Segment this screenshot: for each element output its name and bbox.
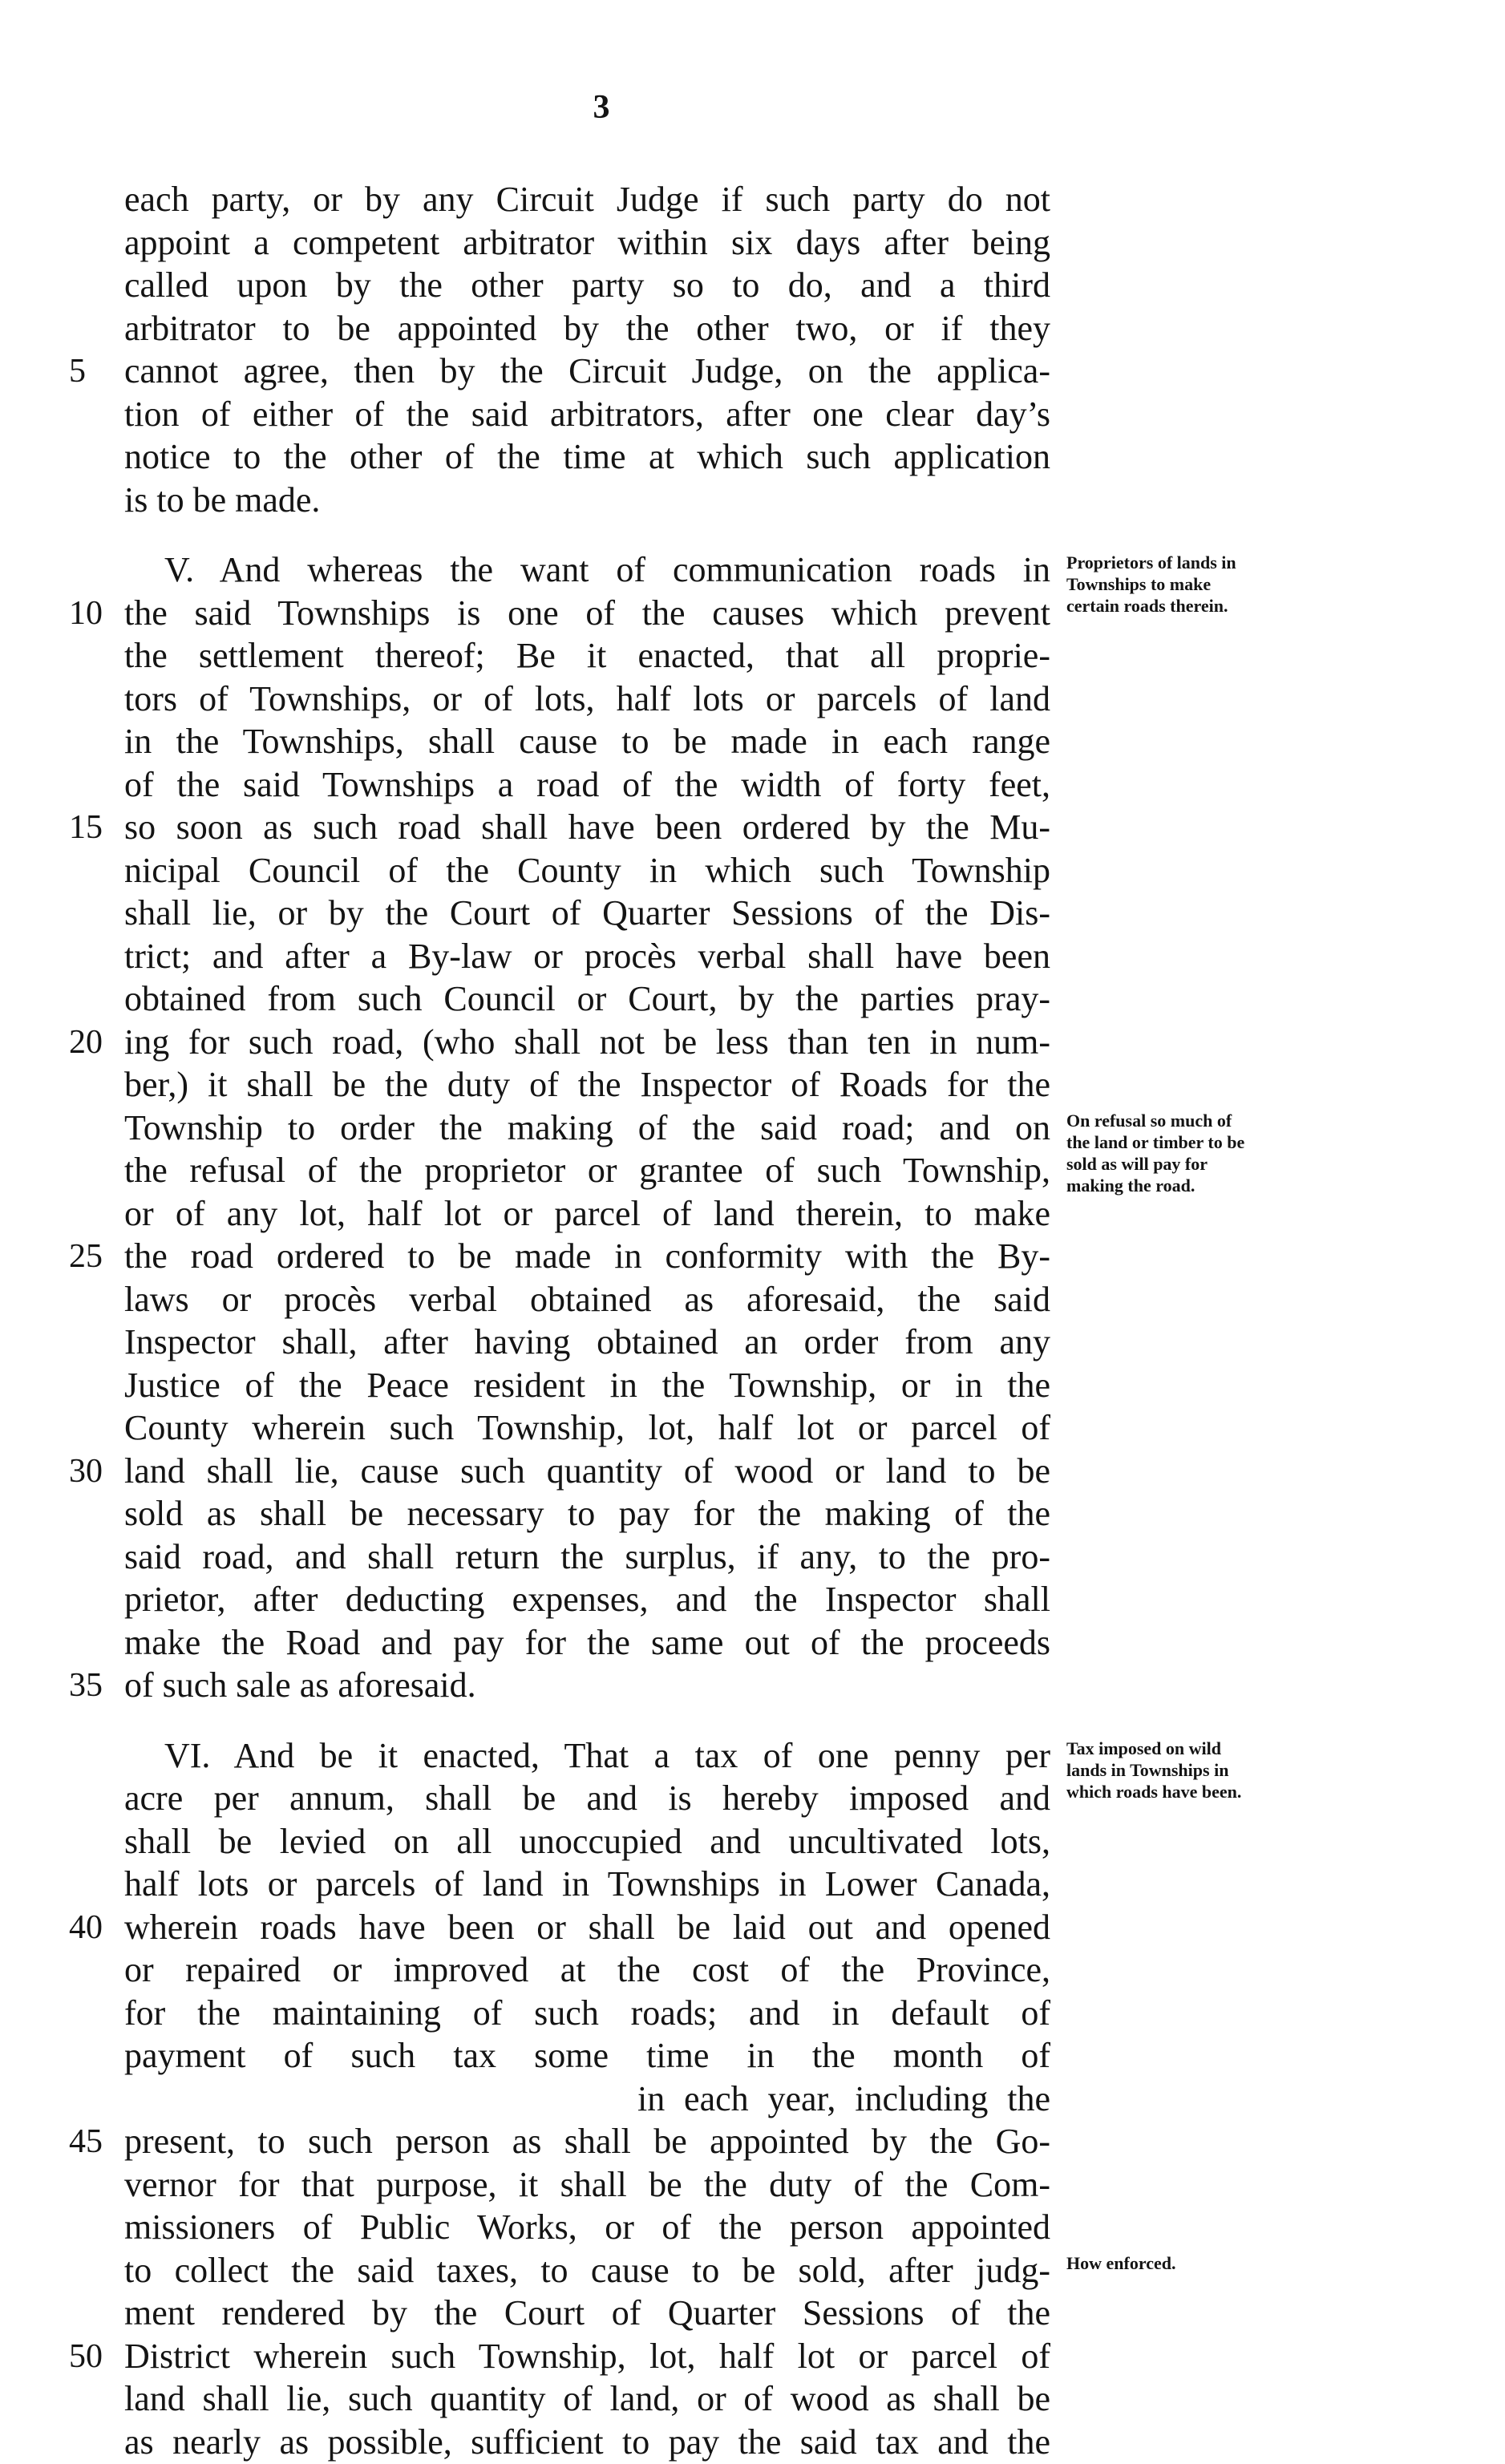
text-line: tors of Townships, or of lots, half lots or parcels of land (124, 678, 1050, 718)
text-line: is to be made. (124, 479, 321, 520)
text-line: Inspector shall, after having obtained an order from any (124, 1322, 1050, 1361)
text-line: said road, and shall return the surplus, if any, to the pro- (124, 1536, 1050, 1576)
text-line: half lots or parcels of land in Townships in Lower Canada, (124, 1864, 1050, 1904)
text-line: ber,) it shall be the duty of the Inspector of Roads for the (124, 1065, 1050, 1104)
text-line: acre per annum, shall be and is hereby imposed and (124, 1778, 1050, 1818)
line-number: 35 (69, 1667, 103, 1704)
text-line: in each year, including the (637, 2078, 1050, 2118)
text-line: the settlement thereof; Be it enacted, that all proprie- (124, 636, 1050, 675)
text-line: Township to order the making of the said road; and on (124, 1107, 1050, 1147)
line-number: 50 (69, 2337, 103, 2375)
text-line: wherein roads have been or shall be laid out and opened (124, 1907, 1050, 1947)
text-line: payment of such tax some time in the month of (124, 2036, 1050, 2075)
line-number: 25 (69, 1238, 103, 1275)
text-line: the road ordered to be made in conformity with the By- (124, 1236, 1050, 1276)
line-number: 40 (69, 1908, 103, 1946)
text-line: cannot agree, then by the Circuit Judge, on the applica- (124, 351, 1050, 390)
text-line: prietor, after deducting expenses, and the Inspector shall (124, 1580, 1050, 1619)
text-line: V. And whereas the want of communication roads in (164, 550, 1050, 589)
text-line: land shall lie, cause such quantity of wood or land to be (124, 1450, 1050, 1491)
text-line: appoint a competent arbitrator within six days after being (124, 222, 1050, 262)
text-line: obtained from such Council or Court, by the parties pray- (124, 979, 1050, 1018)
margin-note: On refusal so much of the land or timber to be sold as will pay for making the road. (1066, 1110, 1245, 1196)
line-number: 15 (69, 809, 103, 846)
text-line: called upon by the other party so to do, and a third (124, 265, 1050, 305)
line-number: 45 (69, 2123, 103, 2160)
text-line: VI. And be it enacted, That a tax of one penny per (164, 1735, 1050, 1775)
text-line: of the said Townships a road of the width of forty feet, (124, 764, 1050, 804)
text-line: each party, or by any Circuit Judge if such party do not (124, 180, 1050, 219)
margin-note: Tax imposed on wild lands in Townships in which roads have been. (1066, 1738, 1242, 1802)
text-line: missioners of Public Works, or of the person appointed (124, 2207, 1050, 2247)
text-line: shall be levied on all unoccupied and uncultivated lots, (124, 1821, 1050, 1861)
text-line: for the maintaining of such roads; and in default of (124, 1993, 1050, 2033)
text-line: of such sale as aforesaid. (124, 1665, 476, 1705)
text-line: land shall lie, such quantity of land, or of wood as shall be (124, 2379, 1050, 2418)
text-line: or repaired or improved at the cost of the Province, (124, 1950, 1050, 1989)
text-line: make the Road and pay for the same out of the proceeds (124, 1622, 1050, 1662)
text-line: present, to such person as shall be appointed by the Go- (124, 2122, 1050, 2161)
text-line: ing for such road, (who shall not be less than ten in num- (124, 1022, 1050, 1062)
text-line: to collect the said taxes, to cause to be sold, after judg- (124, 2250, 1050, 2290)
page-number: 3 (593, 89, 610, 126)
text-line: the said Townships is one of the causes which prevent (124, 593, 1050, 633)
text-line: or of any lot, half lot or parcel of land therein, to make (124, 1193, 1050, 1233)
text-line: in the Townships, shall cause to be made in each range (124, 722, 1050, 761)
text-line: tion of either of the said arbitrators, after one clear day’s (124, 394, 1050, 434)
text-line: laws or procès verbal obtained as aforesaid, the said (124, 1279, 1050, 1319)
text-line: Justice of the Peace resident in the Township, or in the (124, 1365, 1050, 1405)
text-line: County wherein such Township, lot, half lot or parcel of (124, 1408, 1050, 1447)
text-line: District wherein such Township, lot, half lot or parcel of (124, 2336, 1050, 2376)
text-line: ment rendered by the Court of Quarter Sessions of the (124, 2293, 1050, 2333)
text-line: trict; and after a By-law or procès verbal shall have been (124, 936, 1050, 976)
text-line: arbitrator to be appointed by the other two, or if they (124, 308, 1050, 348)
text-line: shall lie, or by the Court of Quarter Sessions of the Dis- (124, 893, 1050, 933)
line-number: 30 (69, 1452, 103, 1490)
text-line: sold as shall be necessary to pay for the making of the (124, 1494, 1050, 1533)
text-line: the refusal of the proprietor or grantee of such Township, (124, 1151, 1050, 1190)
text-line: vernor for that purpose, it shall be the duty of the Com- (124, 2164, 1050, 2204)
text-line: so soon as such road shall have been ordered by the Mu- (124, 807, 1050, 847)
text-line: notice to the other of the time at which such application (124, 437, 1050, 476)
text-line: nicipal Council of the County in which such Township (124, 850, 1050, 890)
margin-note: How enforced. (1066, 2252, 1176, 2273)
line-number: 10 (69, 594, 103, 632)
text-line: as nearly as possible, sufficient to pay the said tax and the (124, 2422, 1050, 2462)
line-number: 20 (69, 1023, 103, 1061)
line-number: 5 (69, 353, 86, 390)
margin-note: Proprietors of lands in Townships to make certain roads therein. (1066, 552, 1236, 616)
